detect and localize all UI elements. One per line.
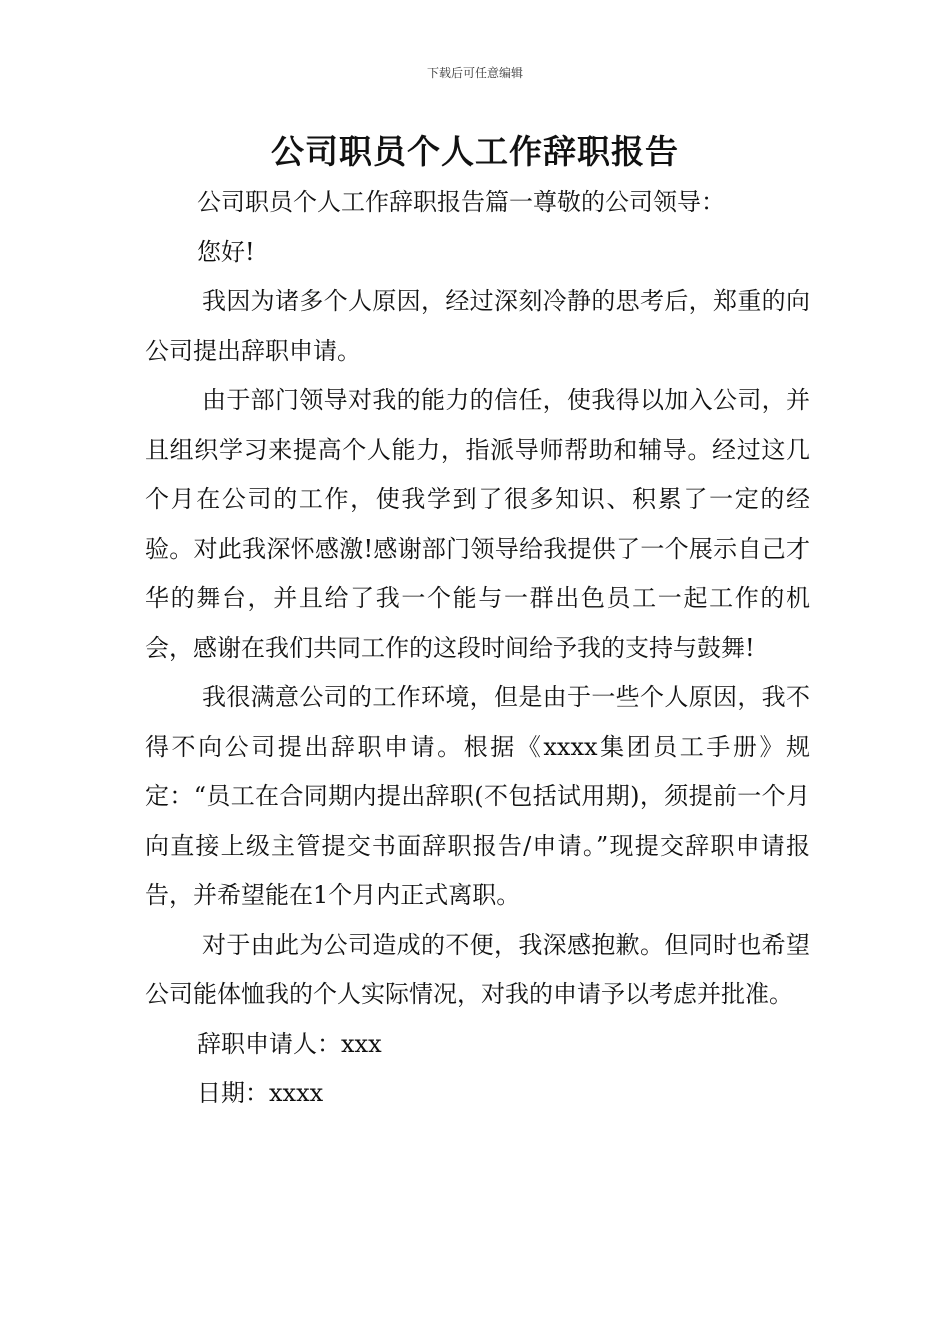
paragraph-4: 对于由此为公司造成的不便，我深感抱歉。但同时也希望公司能体恤我的个人实际情况，对我的申请予以考虑并批准。 [145, 930, 810, 1008]
applicant-line: 辞职申请人：xxx [197, 1029, 382, 1058]
salutation-line: 公司职员个人工作辞职报告篇一尊敬的公司领导： [197, 188, 725, 216]
greeting: 您好! [197, 237, 255, 266]
date-line: 日期：xxxx [197, 1079, 324, 1107]
document-title: 公司职员个人工作辞职报告 [271, 132, 679, 171]
paragraph-2: 由于部门领导对我的能力的信任，使我得以加入公司，并且组织学习来提高个人能力，指派导师帮助和辅导。经过这几个月在公司的工作，使我学到了很多知识、积累了一定的经验。对此我深怀感激!感谢部门领导给我提供了一个展示自己才华的舞台，并且给了我一个能与一群出色员工一起工作的机会，感谢在我们共同工作的这段时间给予我的支持与鼓舞! [145, 386, 810, 662]
document-body [145, 178, 810, 1119]
paragraph-1: 我因为诸多个人原因，经过深刻冷静的思考后，郑重的向公司提出辞职申请。 [145, 287, 810, 365]
paragraph-3: 我很满意公司的工作环境，但是由于一些个人原因，我不得不向公司提出辞职申请。根据《xxxx集团员工手册》规定：“员工在合同期内提出辞职(不包括试用期)，须提前一个月向直接上级主管提交书面辞职报告/申请。”现提交辞职申请报告，并希望能在1个月内正式离职。 [145, 683, 810, 909]
header-note: 下载后可任意编辑 [426, 66, 523, 80]
